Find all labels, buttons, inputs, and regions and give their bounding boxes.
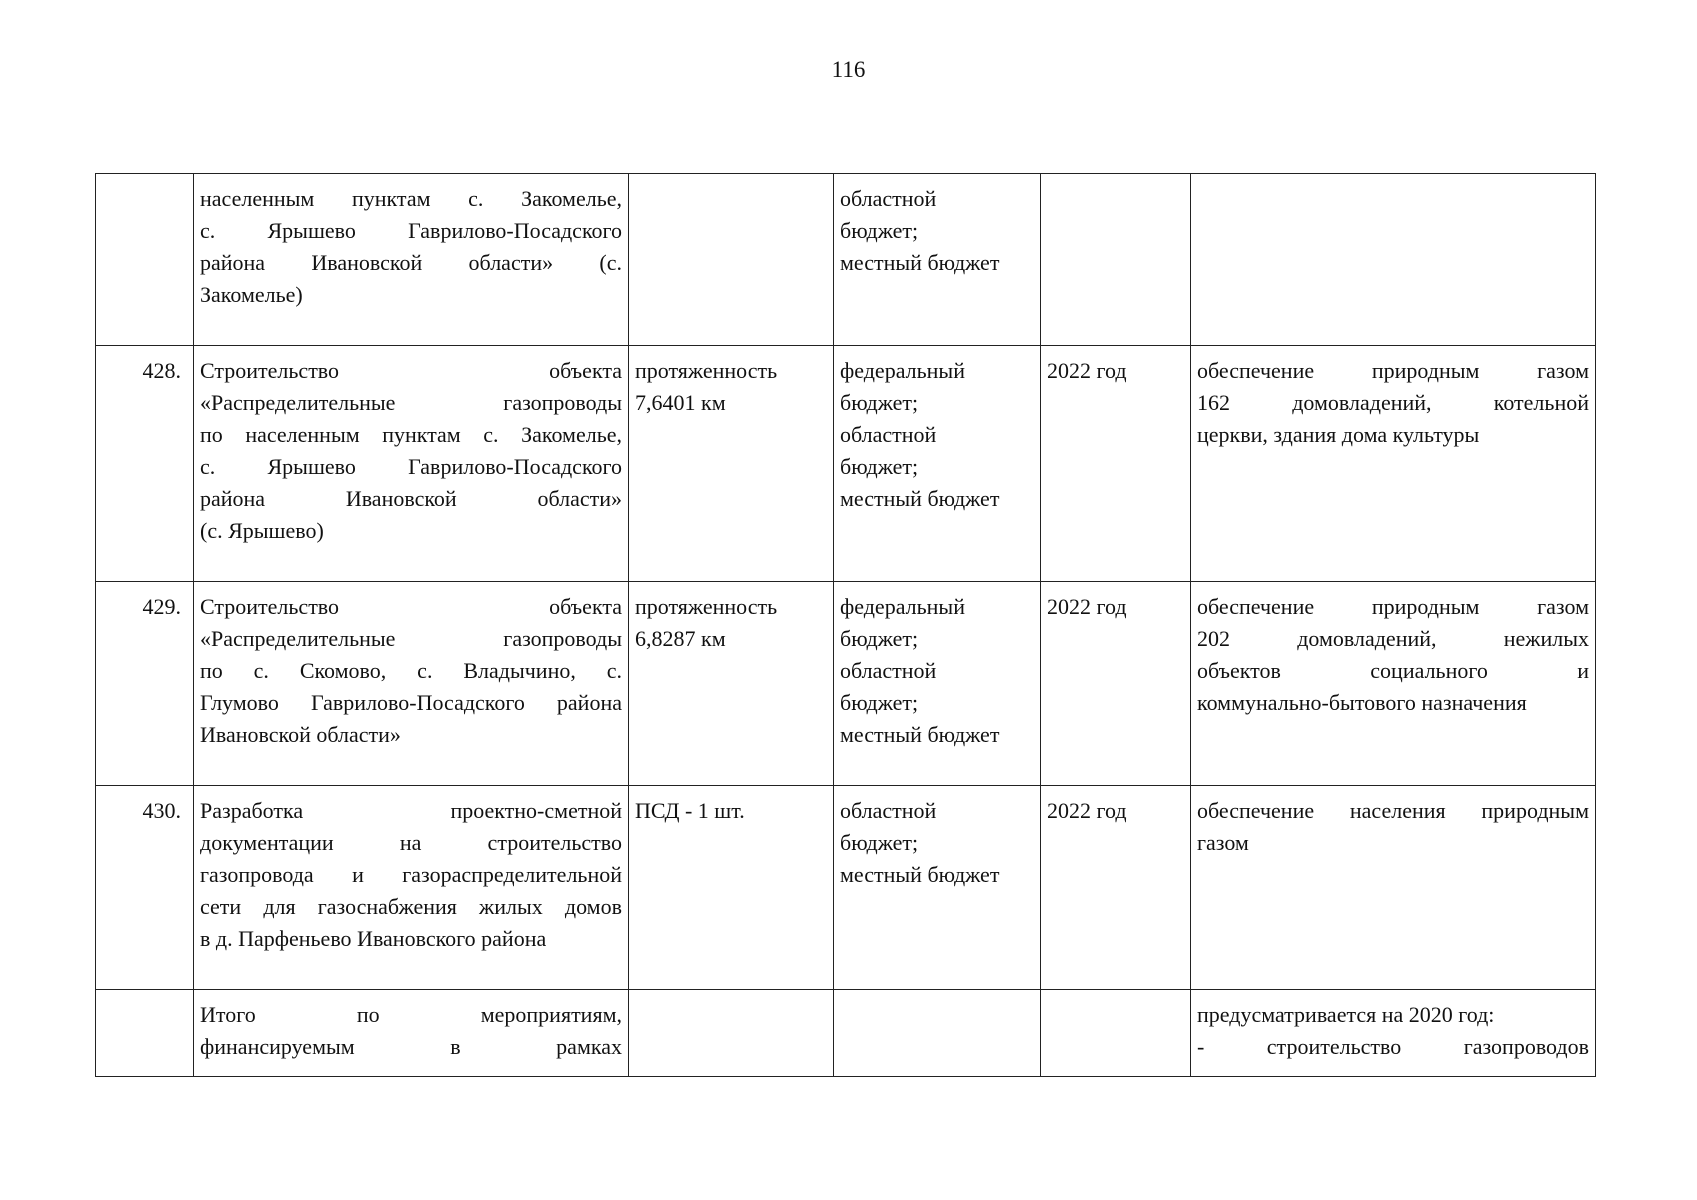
result-line: церкви, здания дома культуры	[1197, 422, 1480, 447]
result-line: обеспечение природным газом	[1197, 594, 1589, 619]
funding-source-line: областной	[840, 798, 937, 823]
measure-name-cell	[194, 786, 629, 990]
row-number: 430.	[96, 786, 194, 990]
funding-source-cell	[834, 174, 1041, 346]
measure-name-line: Глумово Гаврилово-Посадского района	[200, 690, 622, 715]
capacity-cell	[629, 174, 834, 346]
measure-name-line: сети для газоснабжения жилых домов	[200, 894, 622, 919]
row-number: 429.	[96, 582, 194, 786]
funding-source-cell	[834, 346, 1041, 582]
result-line: 162 домовладений, котельной	[1197, 390, 1589, 415]
funding-source-line: местный бюджет	[840, 250, 1000, 275]
result-line: газом	[1197, 830, 1249, 855]
table-row	[96, 786, 1596, 990]
result-line: коммунально-бытового назначения	[1197, 690, 1527, 715]
result-cell	[1191, 346, 1596, 582]
measure-name-line: с. Ярышево Гаврилово-Посадского	[200, 218, 622, 243]
measure-name-line: Строительство объекта	[200, 594, 622, 619]
funding-source-cell	[834, 582, 1041, 786]
capacity-line: ПСД - 1 шт.	[635, 798, 745, 823]
row-number: 428.	[96, 346, 194, 582]
measure-name-cell	[194, 990, 629, 1077]
year-cell: 2022 год	[1041, 582, 1191, 786]
funding-source-line: федеральный	[840, 358, 965, 383]
measure-name-line: Разработка проектно-сметной	[200, 798, 622, 823]
year-cell: 2022 год	[1041, 786, 1191, 990]
result-cell	[1191, 174, 1596, 346]
funding-source-cell	[834, 786, 1041, 990]
capacity-line: протяженность	[635, 358, 778, 383]
result-cell	[1191, 582, 1596, 786]
funding-source-line: бюджет;	[840, 218, 919, 243]
measure-name-line: Закомелье)	[200, 282, 303, 307]
capacity-cell	[629, 786, 834, 990]
funding-source-line: бюджет;	[840, 454, 919, 479]
table-row	[96, 990, 1596, 1077]
measure-name-cell	[194, 174, 629, 346]
page-number: 116	[831, 57, 866, 82]
capacity-line: 6,8287 км	[635, 626, 726, 651]
result-line: объектов социального и	[1197, 658, 1589, 683]
measure-name-cell	[194, 582, 629, 786]
funding-source-line: местный бюджет	[840, 486, 1000, 511]
funding-source-line: областной	[840, 658, 937, 683]
measure-name-line: «Распределительные газопроводы	[200, 390, 622, 415]
capacity-cell	[629, 346, 834, 582]
capacity-cell	[629, 582, 834, 786]
capacity-line: протяженность	[635, 594, 778, 619]
table-row	[96, 174, 1596, 346]
capacity-cell	[629, 990, 834, 1077]
row-number	[96, 174, 194, 346]
funding-source-line: бюджет;	[840, 830, 919, 855]
result-cell	[1191, 786, 1596, 990]
year-cell	[1041, 990, 1191, 1077]
measure-name-line: района Ивановской области»	[200, 486, 622, 511]
measure-name-line: Ивановской области»	[200, 722, 401, 747]
measure-name-line: по с. Скомово, с. Владычино, с.	[200, 658, 622, 683]
capacity-line: 7,6401 км	[635, 390, 726, 415]
funding-source-line: областной	[840, 186, 937, 211]
result-line: - строительство газопроводов	[1197, 1034, 1589, 1059]
measure-name-line: газопровода и газораспределительной	[200, 862, 622, 887]
funding-source-line: бюджет;	[840, 690, 919, 715]
table-row	[96, 582, 1596, 786]
result-line: обеспечение природным газом	[1197, 358, 1589, 383]
measure-name-line: района Ивановской области» (с.	[200, 250, 622, 275]
measure-name-line: с. Ярышево Гаврилово-Посадского	[200, 454, 622, 479]
measure-name-line: «Распределительные газопроводы	[200, 626, 622, 651]
measure-name-line: Строительство объекта	[200, 358, 622, 383]
measure-name-line: (с. Ярышево)	[200, 518, 324, 543]
measure-name-line: по населенным пунктам с. Закомелье,	[200, 422, 622, 447]
measure-name-line: финансируемым в рамках	[200, 1034, 622, 1059]
result-line: обеспечение населения природным	[1197, 798, 1589, 823]
funding-source-line: бюджет;	[840, 390, 919, 415]
year-cell	[1041, 174, 1191, 346]
measure-name-line: документации на строительство	[200, 830, 622, 855]
funding-source-line: бюджет;	[840, 626, 919, 651]
measure-name-line: в д. Парфеньево Ивановского района	[200, 926, 547, 951]
year-cell: 2022 год	[1041, 346, 1191, 582]
result-line: 202 домовладений, нежилых	[1197, 626, 1589, 651]
funding-source-cell	[834, 990, 1041, 1077]
funding-source-line: местный бюджет	[840, 862, 1000, 887]
funding-source-line: областной	[840, 422, 937, 447]
result-cell	[1191, 990, 1596, 1077]
measures-table	[95, 173, 1596, 1077]
measure-name-line: Итого по мероприятиям,	[200, 1002, 622, 1027]
row-number	[96, 990, 194, 1077]
funding-source-line: местный бюджет	[840, 722, 1000, 747]
measure-name-cell	[194, 346, 629, 582]
table-row	[96, 346, 1596, 582]
funding-source-line: федеральный	[840, 594, 965, 619]
result-line: предусматривается на 2020 год:	[1197, 1002, 1495, 1027]
measure-name-line: населенным пунктам с. Закомелье,	[200, 186, 622, 211]
